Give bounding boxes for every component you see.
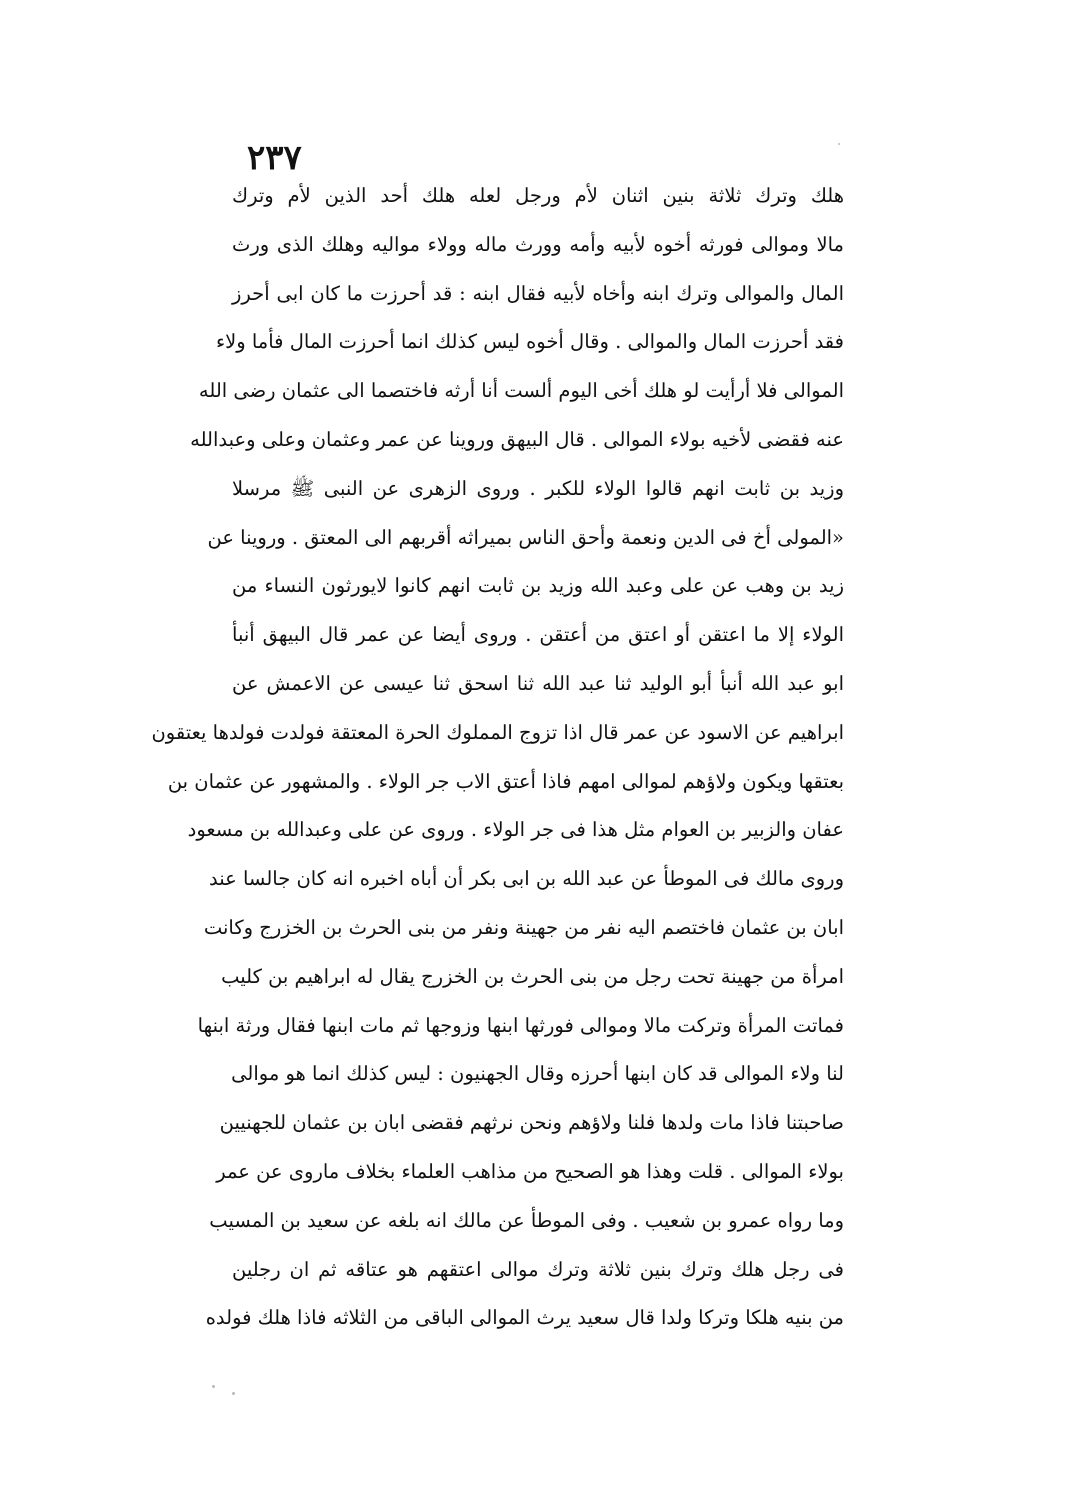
text-line: مالا وموالى فورثه أخوه لأبيه وأمه وورث ماله وولاء مواليه وهلك الذى ورث — [232, 232, 844, 256]
text-line: فماتت المرأة وتركت مالا وموالى فورثها ابنها وزوجها ثم مات ابنها فقال ورثة ابنها — [197, 1013, 844, 1037]
text-line: عنه فقضى لأخيه بولاء الموالى . قال البيهق وروينا عن عمر وعثمان وعلى وعبدالله — [190, 427, 844, 451]
text-line: وروى مالك فى الموطأ عن عبد الله بن ابى بكر أن أباه اخبره انه كان جالسا عند — [209, 867, 844, 891]
text-line: بولاء الموالى . قلت وهذا هو الصحيح من مذاهب العلماء بخلاف ماروى عن عمر — [216, 1159, 844, 1183]
text-line: لنا ولاء الموالى قد كان ابنها أحرزه وقال الجهنيون : ليس كذلك انما هو موالى — [231, 1062, 844, 1086]
text-line: عفان والزبير بن العوام مثل هذا فى جر الولاء . وروى عن على وعبدالله بن مسعود — [187, 818, 844, 842]
text-line: الموالى فلا أرأيت لو هلك أخى اليوم ألست أنا أرثه فاختصما الى عثمان رضى الله — [198, 379, 844, 403]
text-line: وزيد بن ثابت انهم قالوا الولاء للكبر . وروى الزهرى عن النبى ﷺ مرسلا — [232, 476, 844, 500]
text-line: الولاء إلا ما اعتقن أو اعتق من أعتقن . وروى أيضا عن عمر قال البيهق أنبأ — [232, 623, 844, 647]
text-line: وما رواه عمرو بن شعيب . وفى الموطأ عن مالك انه بلغه عن سعيد بن المسيب — [209, 1208, 844, 1232]
text-line: ابراهيم عن الاسود عن عمر قال اذا تزوج المملوك الحرة المعتقة فولدت فولدها يعتقون — [151, 720, 844, 744]
scan-speck — [212, 1385, 215, 1388]
text-line: ابو عبد الله أنبأ أبو الوليد ثنا عبد الله ثنا اسحق ثنا عيسى عن الاعمش عن — [232, 671, 844, 695]
text-line: امرأة من جهينة تحت رجل من بنى الحرث بن الخزرج يقال له ابراهيم بن كليب — [221, 964, 844, 988]
text-line: المال والموالى وترك ابنه وأخاه لأبيه فقال ابنه : قد أحرزت ما كان ابى أحرز — [232, 281, 844, 305]
text-line: فى رجل هلك وترك بنين ثلاثة وترك موالى اعتقهم هو عتاقه ثم ان رجلين — [232, 1257, 844, 1281]
text-line: هلك وترك ثلاثة بنين اثنان لأم ورجل لعله هلك أحد الذين لأم وترك — [232, 184, 844, 207]
scan-speck — [838, 143, 840, 145]
text-line: ابان بن عثمان فاختصم اليه نفر من جهينة ونفر من بنى الحرث بن الخزرج وكانت — [203, 915, 844, 939]
text-line: من بنيه هلكا وتركا ولدا قال سعيد يرث الموالى الباقى من الثلاثه فاذا هلك فولده — [205, 1306, 844, 1330]
text-line: زيد بن وهب عن على وعبد الله وزيد بن ثابت انهم كانوا لايورثون النساء من — [232, 574, 844, 598]
arabic-text-body — [151, 172, 844, 1343]
scan-speck — [232, 1392, 235, 1395]
text-line: صاحبتنا فاذا مات ولدها فلنا ولاؤهم ونحن نرثهم فقضى ابان بن عثمان للجهنيين — [219, 1111, 844, 1135]
text-line: بعتقها ويكون ولاؤهم لموالى امهم فاذا أعتق الاب جر الولاء . والمشهور عن عثمان بن — [167, 769, 844, 793]
text-line: «المولى أخ فى الدين ونعمة وأحق الناس بميراثه أقربهم الى المعتق . وروينا عن — [207, 525, 844, 549]
text-line: فقد أحرزت المال والموالى . وقال أخوه ليس كذلك انما أحرزت المال فأما ولاء — [215, 330, 844, 354]
page-number: ٢٣٧ — [247, 138, 302, 178]
